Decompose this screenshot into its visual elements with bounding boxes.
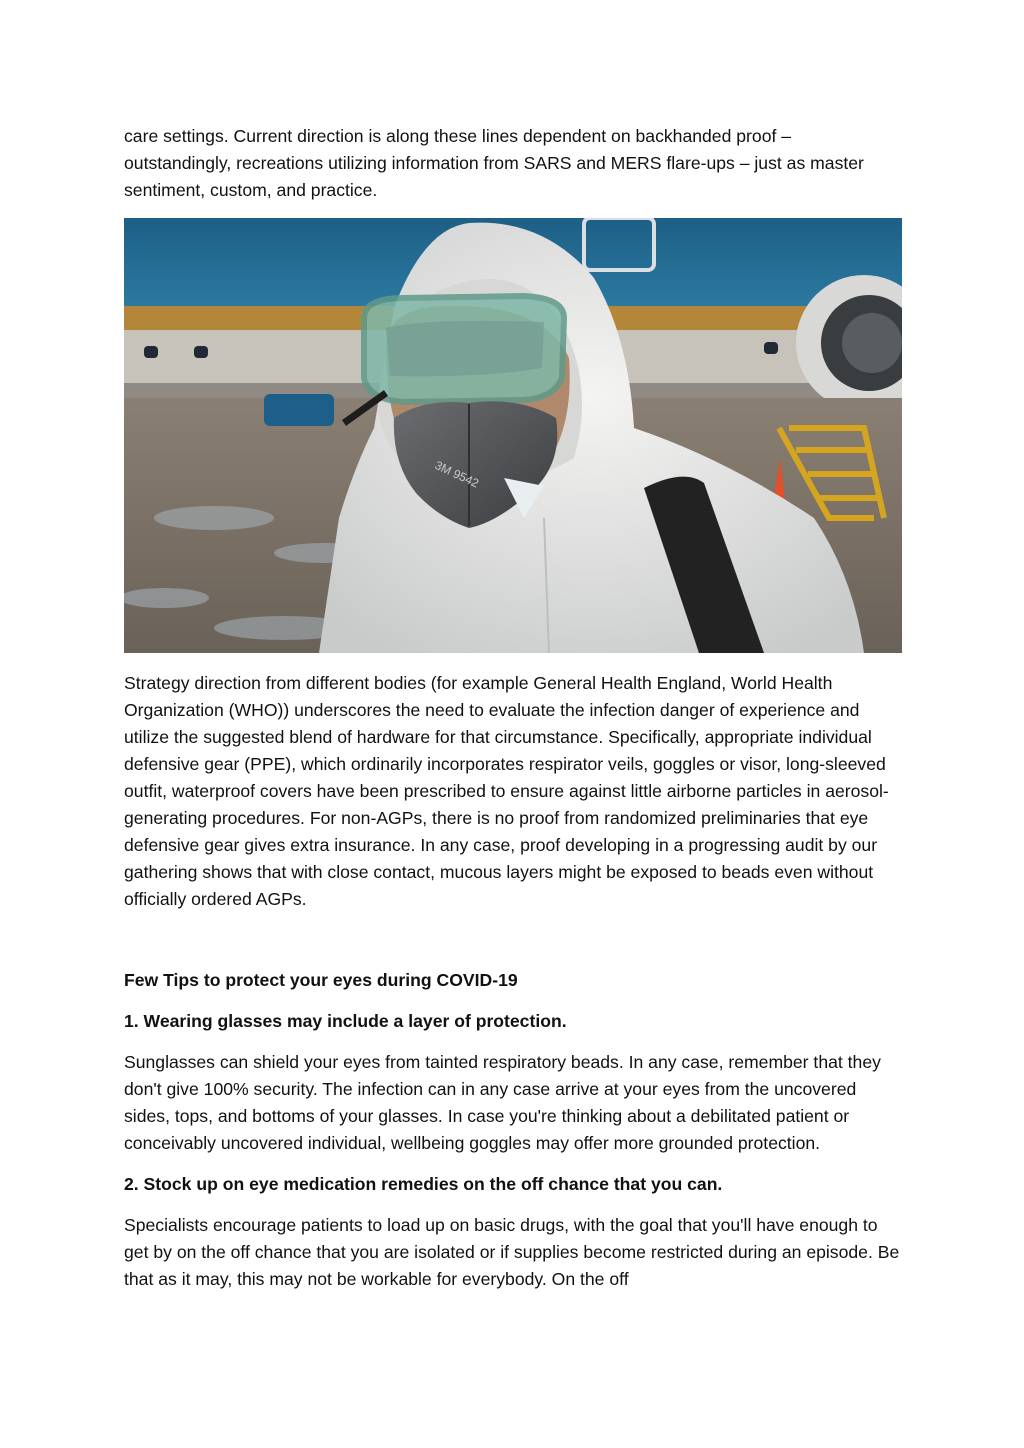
ppe-worker-photo (124, 218, 902, 653)
tips-heading: Few Tips to protect your eyes during COVID-19 (124, 970, 518, 990)
document-page (124, 123, 902, 1307)
tip2-body: Specialists encourage patients to load up on basic drugs, with the goal that you'll have enough to get by on the off chance that you are isolated or if supplies become restricted during an episode. Be that as it may, this may not be workable for everybody. On the off (124, 1215, 900, 1289)
tip1-heading: 1. Wearing glasses may include a layer of protection. (124, 1011, 567, 1031)
intro-paragraph: care settings. Current direction is along these lines dependent on backhanded proof – outstandingly, recreations utilizing information from SARS and MERS flare-ups – just as master sentiment, custom, and practice. (124, 126, 864, 200)
tip1-body: Sunglasses can shield your eyes from tainted respiratory beads. In any case, remember that they don't give 100% security. The infection can in any case arrive at your eyes from the uncovered sides, tops, and bottoms of your glasses. In case you're thinking about a debilitated patient or conceivably uncovered individual, wellbeing goggles may offer more grounded protection. (124, 1052, 881, 1153)
tip2-heading: 2. Stock up on eye medication remedies on the off chance that you can. (124, 1174, 723, 1194)
mask-print: 3M 9542 (432, 458, 481, 491)
strategy-paragraph: Strategy direction from different bodies (for example General Health England, World Health Organization (WHO)) underscores the need to evaluate the infection danger of experience and utilize the suggested blend of hardware for that circumstance. Specifically, appropriate individual defensive gear (PPE), which ordinarily incorporates respirator veils, goggles or visor, long-sleeved outfit, waterproof covers have been prescribed to ensure against little airborne particles in aerosol-generating procedures. For non-AGPs, there is no proof from randomized preliminaries that eye defensive gear gives extra insurance. In any case, proof developing in a progressing audit by our gathering shows that with close contact, mucous layers might be exposed to beads even without officially ordered AGPs. (124, 673, 889, 909)
